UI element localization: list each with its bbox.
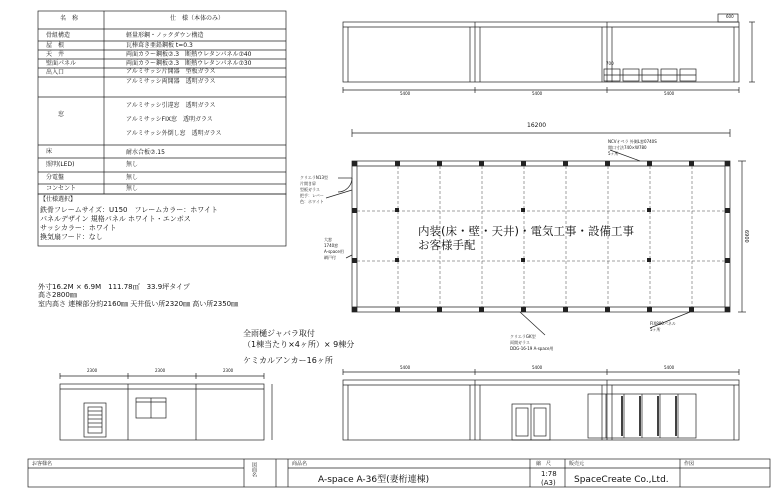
spec-value-floor: 耐水合板⑦.15 <box>126 149 165 156</box>
spec-value-roof: 瓦棒葺き亜鉛鋼板 t=0.3 <box>126 42 193 49</box>
spec-value-window-3: アルミサッシ外倒し窓 透明ガラス <box>126 130 222 137</box>
annot-ncv-3: 5ヶ所 <box>608 151 619 156</box>
title-seller-value: SpaceCreate Co.,Ltd. <box>574 475 669 485</box>
summary-line-2: 高さ2800㎜ <box>38 291 77 299</box>
spec-label-entrance: 出入口 <box>46 69 65 76</box>
spec-value-window-1: アルミサッシ引違窓 透明ガラス <box>126 102 216 109</box>
annot-door-left-2: 片開き扉 <box>300 181 316 186</box>
title-creator-label: 作図 <box>684 461 695 467</box>
plan-center-text-2: お客様手配 <box>418 238 476 252</box>
spec-value-window-2: アルミサッシFIX窓 透明ガラス <box>126 116 213 123</box>
top-dim-1: 5400 <box>400 91 411 96</box>
annot-door-bottom-3: DDG-16-19 A-space用 <box>510 346 554 351</box>
spec-value-ceiling: 両面カラー鋼板⑦.3 断熱ウレタンパネル⑦40 <box>126 51 252 58</box>
spec-label-wall: 壁面パネル <box>46 60 77 67</box>
spec-label-outlet: コンセント <box>46 185 77 192</box>
note-line-2: （1棟当たり×4ヶ所）× 9棟分 <box>243 340 355 349</box>
title-seller-label: 販売元 <box>569 461 585 467</box>
title-scale-label: 縮 尺 <box>536 461 552 467</box>
title-client-label: お客様名 <box>32 461 53 467</box>
annot-door-bottom-2: 両開ガラス <box>510 340 530 345</box>
note-line-1: 全雨樋ジャバラ取付 <box>243 329 315 338</box>
annot-door-bottom-1: クリエラGK型 <box>510 334 536 339</box>
bottom-dim-2: 5400 <box>532 365 543 370</box>
top-window-dim: 700 <box>606 61 614 66</box>
spec-label-floor: 床 <box>46 148 53 155</box>
title-paper-value: (A3) <box>541 479 556 487</box>
spec-value-panel: 無し <box>126 174 139 181</box>
spec-label-frame: 骨組構造 <box>46 32 71 39</box>
annot-ncv-2: 開口寸法740×W780 <box>608 145 647 150</box>
annot-door-left-4: 把手：レバー <box>300 193 324 198</box>
front-elevation <box>343 380 739 440</box>
side-dim-1: 2300 <box>87 368 98 373</box>
plan-center-text-1: 内装(床・壁・天井)・電気工事・設備工事 <box>418 224 634 238</box>
annot-window-left-1: 大窓 <box>324 237 332 242</box>
spec-label-roof: 屋 根 <box>46 42 65 49</box>
annot-window-left-2: 1740窓 <box>324 243 339 248</box>
selected-spec-title: 【仕様選択】 <box>40 196 77 203</box>
annot-fix-1: FIX800パネル <box>650 321 676 326</box>
top-dim-2: 5400 <box>532 91 543 96</box>
side-dim-2: 2300 <box>155 368 166 373</box>
plan-overall-depth: 6900 <box>743 230 749 243</box>
selected-spec-line-2: パネルデザイン 規格パネル ホワイト・エンボス <box>40 215 191 223</box>
plan-overall-width: 16200 <box>527 122 547 129</box>
annot-door-left-5: 色：ホワイト <box>300 199 324 204</box>
annot-door-left-1: クリエラN13型 <box>300 175 329 180</box>
title-product-value: A-space A-36型(妻桁連棟) <box>318 475 430 485</box>
selected-spec-line-1: 鉄骨フレームサイズ：U150 フレームカラー：ホワイト <box>40 206 219 214</box>
spec-value-entrance-2: アルミサッシ両開器 透明ガラス <box>126 78 216 85</box>
selected-spec-line-3: サッシカラー：ホワイト <box>40 224 117 232</box>
top-small-dim: 600 <box>726 14 734 19</box>
spec-value-outlet: 無し <box>126 185 139 192</box>
spec-label-panel: 分電盤 <box>46 174 65 181</box>
side-elevation <box>60 384 264 440</box>
annot-window-left-3: A-space用 <box>324 249 344 254</box>
spec-label-lighting: 照明(LED) <box>46 161 75 168</box>
annot-fix-2: 5ヶ所 <box>650 327 661 332</box>
note-line-3: ケミカルアンカー16ヶ所 <box>243 356 333 365</box>
side-door <box>84 403 106 437</box>
spec-header-spec: 仕 様（本体のみ） <box>170 15 225 22</box>
summary-line-1: 外寸16.2M × 6.9M 111.78㎡ 33.9坪タイプ <box>38 283 190 291</box>
spec-label-ceiling: 天 井 <box>46 51 65 58</box>
spec-value-frame: 軽量形鋼・ノックダウン構造 <box>126 32 204 39</box>
bottom-dim-1: 5400 <box>400 365 411 370</box>
spec-value-entrance-1: アルミサッシ片開器 型板ガラス <box>126 68 216 75</box>
annot-ncv-1: NCVオペラ 外側L窓0740S <box>608 139 657 144</box>
side-dim-3: 2300 <box>223 368 234 373</box>
title-scale-value: 1:78 <box>541 470 557 478</box>
top-elevation <box>343 22 739 82</box>
spec-header-name: 名 称 <box>60 15 79 22</box>
annot-window-left-4: 網戸付 <box>324 255 336 260</box>
top-dim-3: 5400 <box>664 91 675 96</box>
spec-value-lighting: 無し <box>126 161 139 168</box>
spec-value-wall: 両面カラー鋼板⑦.3 断熱ウレタンパネル⑦30 <box>126 60 252 67</box>
spec-label-window: 窓 <box>58 111 65 118</box>
title-drawing-label: 図面名 <box>251 462 257 477</box>
title-product-label: 商品名 <box>292 461 308 467</box>
selected-spec-line-4: 換気扇フード：なし <box>40 233 103 241</box>
annot-door-left-3: 型板ガラス <box>300 187 320 192</box>
summary-line-3: 室内高さ 連棟部分約2160㎜ 天井低い所2320㎜ 高い所2350㎜ <box>38 300 239 308</box>
bottom-dim-3: 5400 <box>664 365 675 370</box>
